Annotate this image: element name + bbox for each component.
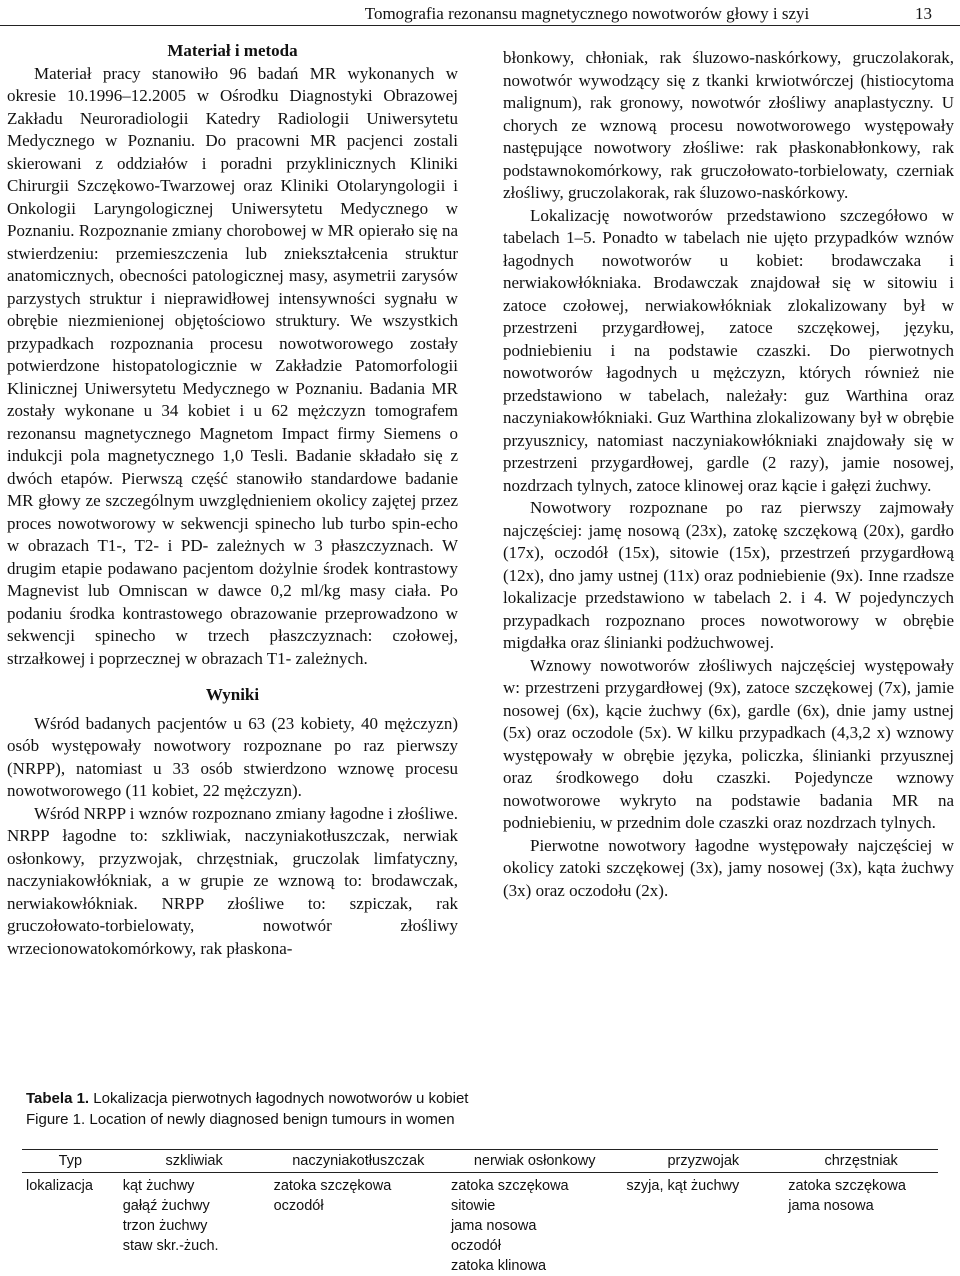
table-header-cell: Typ [22,1150,119,1173]
cell-line: kąt żuchwy [123,1176,266,1196]
heading-results: Wyniki [7,684,458,707]
cell-line: jama nosowa [451,1216,618,1236]
paragraph-recurrences: Wznowy nowotworów złośliwych najczęściej występowały w: przestrzeni przygardłowej (9x), zatoce szczękowej (7x), jamie nosowej (6x), kącie żuchwy (6x), gardle (6x), dnie jamy ustnej (5x) oraz oczodole (5x). W kilku przypadkach (4,3,2 x) wznowy występowały w obrębie języka, policzka, ślinianki przyusznej oraz środkowego dołu czaszki. Pojedyncze wznowy nowotworowe wykryto na podstawie badania MR na podniebieniu, w przednim dole czaszki oraz nozdrzach tylnych. [503,655,954,835]
table-header-cell: naczyniakotłuszczak [270,1150,447,1173]
table-header-cell: szkliwiak [119,1150,270,1173]
methods-paragraph: Materiał pracy stanowiło 96 badań MR wykonanych w okresie 10.1996–12.2005 w Ośrodku Diagnostyki Obrazowej Zakładu Neuroradiologii Katedry Radiologii Uniwersytetu Medycznego w Poznaniu. Do pracowni MR pacjenci zostali skierowani z oddziałów i poradni przyklinicznych Kliniki Chirurgii Szczękowo-Twarzowej oraz Kliniki Otolaryngologii i Onkologii Laryngologicznej Uniwersytetu Medycznego w Poznaniu. Rozpoznanie zmiany chorobowej w MR opierało się na stwierdzeniu: przemieszczenia lub zniekształcenia struktur anatomicznych, obecności patologicznej masy, asymetrii zarysów parzystych struktur i nieprawidłowej intensywności sygnału w obrębie niezmienionej objętościowo struktury. We wszystkich przypadkach rozpoznania procesu nowotworowego zostały potwierdzone histopatologicznie w Zakładzie Patomorfologii Klinicznej Uniwersytetu Medycznego w Poznaniu. Badania MR zostały wykonane u 34 kobiet i u 62 mężczyzn tomografem rezonansu magnetycznego Magnetom Impact firmy Siemens o indukcji pola magnetycznego 1,0 Tesli. Badanie składało się z dwóch etapów. Pierwszą część stanowiło standardowe badanie MR głowy ze szczególnym uwzględnieniem okolicy zajętej przez proces nowotworowy w sekwencji spinecho lub turbo spin-echo w obrazach T1-, T2- i PD- zależnych w 3 płaszczyznach. W drugim etapie podawano pacjentom dożylnie środek kontrastowy Magnevist lub Omniscan w dawce 0,2 ml/kg masy ciała. Po podaniu środka kontrastowego obrazowanie przeprowadzono w sekwencji spinecho w trzech płaszczyznach: czołowej, strzałkowej i poprzecznej w obrazach T1- zależnych. [7,63,458,671]
table-header-row [22,1150,938,1173]
left-column [7,40,458,960]
caption-label: Tabela 1. [26,1090,89,1107]
caption-polish [26,1088,468,1109]
caption-pl-text: Lokalizacja pierwotnych łagodnych nowotworów u kobiet [93,1090,468,1107]
table-header-cell: nerwiak osłonkowy [447,1150,622,1173]
running-title: Tomografia rezonansu magnetycznego nowotworów głowy i szyi [246,4,928,24]
results-paragraph-1: Wśród badanych pacjentów u 63 (23 kobiety, 40 mężczyzn) osób występowały nowotwory rozpoznane po raz pierwszy (NRPP), natomiast u 33 osób stwierdzono wznowę procesu nowotworowego (11 kobiet, 22 mężczyzn). [7,713,458,803]
table-header-cell: chrzęstniak [784,1150,938,1173]
cell-line: zatoka szczękowa [274,1176,443,1196]
cell-line: gałąź żuchwy [123,1196,266,1216]
header-rule [0,25,960,26]
row-label: lokalizacja [22,1173,119,1276]
location-table [22,1149,938,1276]
cell-line: zatoka szczękowa [451,1176,618,1196]
table-cell [622,1173,784,1276]
heading-methods: Materiał i metoda [7,40,458,63]
caption-english: Figure 1. Location of newly diagnosed benign tumours in women [26,1109,468,1130]
table-caption [26,1088,468,1130]
cell-line: szyja, kąt żuchwy [626,1176,780,1196]
cell-line: zatoka klinowa [451,1256,618,1276]
cell-line: trzon żuchwy [123,1216,266,1236]
page-number: 13 [915,4,932,24]
table-cell [447,1173,622,1276]
table-cell [270,1173,447,1276]
continuation-paragraph: błonkowy, chłoniak, rak śluzowo-naskórkowy, gruczolakorak, nowotwór wywodzący się z tkanki krwiotwórczej (histiocytoma malignum), rak gronowy, nowotwór złośliwy anaplastyczny. U chorych ze wznową procesu nowotworowego występowały następujące nowotwory złośliwe: rak płaskonabłonkowy, rak podstawnokomórkowy, rak gruczołowato-torbielowaty, czerniak złośliwy, gruczolakorak, rak śluzowo-naskórkowy. [503,47,954,205]
table-cell [784,1173,938,1276]
paragraph-first-time: Nowotwory rozpoznane po raz pierwszy zajmowały najczęściej: jamę nosową (23x), zatokę szczękową (20x), gardło (17x), oczodół (15x), sitowie (15x), przestrzeń przygardłową (12x), dno jamy ustnej (11x) oraz podniebienie (9x). Inne rzadsze lokalizacje przedstawiono w tabelach 2. i 4. W pojedynczych przypadkach rozpoznano proces nowotworowy w obrębie migdałka oraz ślinianki podżuchwowej. [503,497,954,655]
table-header-cell: przyzwojak [622,1150,784,1173]
cell-line: zatoka szczękowa [788,1176,934,1196]
cell-line: sitowie [451,1196,618,1216]
cell-line: oczodół [274,1196,443,1216]
table-cell [119,1173,270,1276]
cell-line: oczodół [451,1236,618,1256]
cell-line: jama nosowa [788,1196,934,1216]
right-column [503,47,954,902]
paragraph-localization: Lokalizację nowotworów przedstawiono szczegółowo w tabelach 1–5. Ponadto w tabelach nie ujęto przypadków wznów łagodnych nowotworów u kobiet: brodawczaka i nerwiakowłókniaka. Brodawczak znajdował się w sitowiu i zatoce czołowej, nerwiakowłókniak zlokalizowany był w przestrzeni przygardłowej, zatoce szczękowej, języku, podniebieniu i na podstawie czaszki. Do pierwotnych nowotworów łagodnych u mężczyzn, których również nie przedstawiono w tabelach, należały: guz Warthina oraz naczyniakowłókniaki. Guz Warthina zlokalizowany był w obrębie przyusznicy, natomiast naczyniakowłókniaki znajdowały się w przestrzeni przygardłowej, gardle (2 razy), jamie nosowej, nozdrzach tylnych, zatoce klinowej oraz kącie i gałęzi żuchwy. [503,205,954,498]
results-paragraph-2: Wśród NRPP i wznów rozpoznano zmiany łagodne i złośliwe. NRPP łagodne to: szkliwiak, naczyniakotłuszczak, nerwiak osłonkowy, przyzwojak, chrzęstniak, gruczolak limfatyczny, naczyniakowłókniak, a w grupie ze wznową to: brodawczak, nerwiakowłókniak. NRPP złośliwe to: szpiczak, rak gruczołowato-torbielowaty, nowotwór złośliwy wrzecionowatokomórkowy, rak płaskona- [7,803,458,961]
table-row [22,1173,938,1276]
paragraph-primary-benign: Pierwotne nowotwory łagodne występowały najczęściej w okolicy zatoki szczękowej (3x), jamy nosowej (3x), kąta żuchwy (3x) oraz oczodołu (2x). [503,835,954,903]
cell-line: staw skr.-żuch. [123,1236,266,1256]
